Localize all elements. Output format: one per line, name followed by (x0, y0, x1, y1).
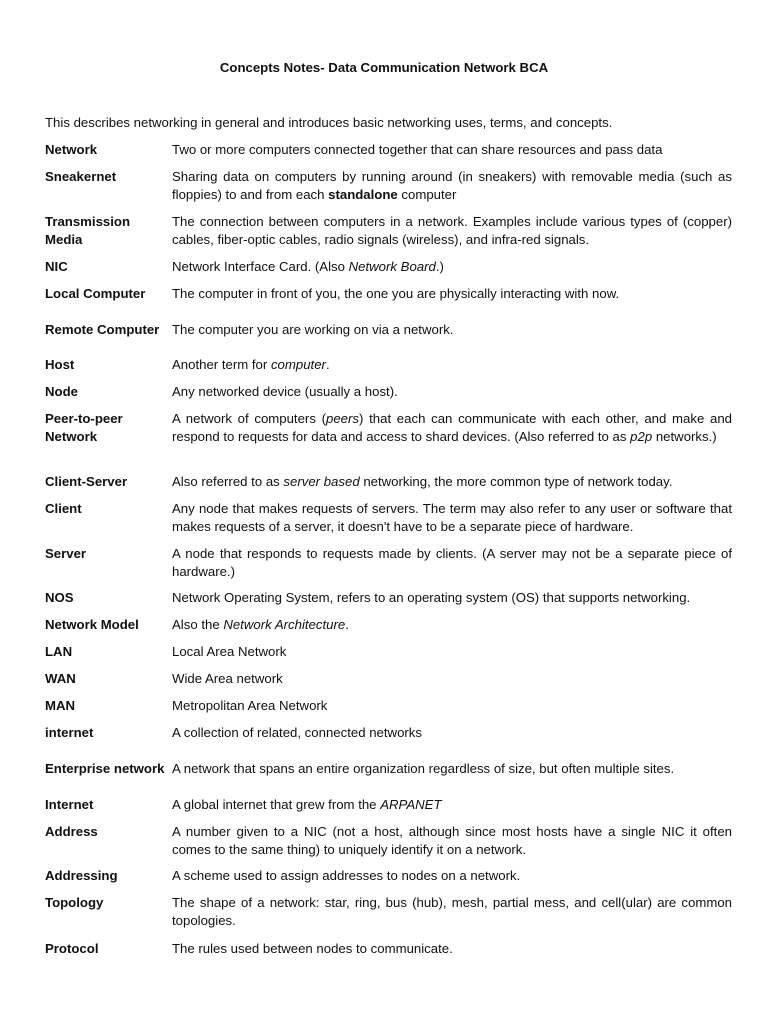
glossary-term: Node (45, 384, 78, 399)
glossary-definition (172, 616, 732, 634)
glossary-row (45, 500, 735, 536)
glossary-term: Client-Server (45, 474, 128, 489)
glossary-definition (172, 894, 732, 930)
glossary-term: Enterprise network (45, 761, 165, 777)
glossary-definition (172, 141, 732, 159)
glossary-row (45, 940, 735, 958)
glossary-term: LAN (45, 644, 73, 659)
glossary-definition (172, 410, 732, 464)
glossary-row (45, 823, 735, 859)
glossary-term: Network (45, 142, 98, 157)
glossary-definition (172, 796, 732, 814)
glossary-row (45, 589, 735, 607)
glossary-row (45, 410, 735, 464)
glossary-row (45, 867, 735, 885)
glossary-row (45, 285, 735, 303)
glossary-term: Internet (45, 797, 94, 812)
glossary-definition (172, 213, 732, 249)
glossary-term: Sneakernet (45, 169, 117, 184)
glossary-term: NIC (45, 259, 68, 274)
glossary-term: Protocol (45, 941, 99, 956)
glossary-definition-text: A global internet that grew from the ARPANET (172, 797, 442, 812)
glossary-definition-text: A network that spans an entire organization regardless of size, but often multiple sites. (172, 761, 675, 777)
glossary-row (45, 751, 735, 787)
glossary-definition (172, 545, 732, 581)
glossary-definition (172, 940, 732, 958)
glossary-definition (172, 168, 732, 204)
glossary-definition-text: Any networked device (usually a host). (172, 384, 398, 399)
glossary-definition-text: Also referred to as server based networking, the more common type of network today. (172, 474, 673, 489)
glossary-definition (172, 724, 732, 742)
glossary-definition-text: A node that responds to requests made by clients. (A server may not be a separate piece of hardware.) (172, 546, 732, 579)
glossary-term: Transmission Media (45, 214, 131, 247)
glossary-definition-text: A collection of related, connected networks (172, 725, 422, 740)
glossary-definition (172, 589, 732, 607)
glossary-row (45, 894, 735, 930)
glossary-row (45, 258, 735, 276)
glossary-definition-text: The computer in front of you, the one you are physically interacting with now. (172, 286, 620, 301)
glossary-term: Topology (45, 895, 104, 910)
intro-paragraph: This describes networking in general and introduces basic networking uses, terms, and concepts. (45, 115, 613, 130)
glossary-definition (172, 751, 732, 787)
glossary-row (45, 168, 735, 204)
glossary-row (45, 312, 735, 348)
glossary-definition-text: A number given to a NIC (not a host, although since most hosts have a single NIC it often comes to the same thing) to uniquely identify it on a network. (172, 824, 732, 857)
glossary-row (45, 697, 735, 715)
glossary-definition-text: Network Interface Card. (Also Network Board.) (172, 259, 444, 274)
glossary-row (45, 670, 735, 688)
glossary-term: Remote Computer (45, 322, 160, 338)
glossary-definition-text: Two or more computers connected together that can share resources and pass data (172, 142, 663, 157)
glossary-definition-text: A network of computers (peers) that each can communicate with each other, and make and respond to requests for data and access to shard devices. (Also referred to as p2p networks.) (172, 411, 732, 444)
glossary-definition-text: Metropolitan Area Network (172, 698, 328, 713)
glossary-definition (172, 473, 732, 491)
glossary-definition-text: Another term for computer. (172, 357, 330, 372)
glossary-definition (172, 383, 732, 401)
page-title: Concepts Notes- Data Communication Network BCA (219, 60, 549, 75)
glossary-definition (172, 285, 732, 303)
glossary-row (45, 796, 735, 814)
glossary-row (45, 356, 735, 374)
glossary-definition-text: Local Area Network (172, 644, 287, 659)
glossary-definition-text: The rules used between nodes to communicate. (172, 941, 453, 956)
glossary-definition (172, 312, 732, 348)
glossary-definition-text: Network Operating System, refers to an operating system (OS) that supports networking. (172, 590, 691, 605)
glossary-definition (172, 697, 732, 715)
glossary-definition (172, 258, 732, 276)
glossary-term: Peer-to-peer Network (45, 411, 123, 444)
glossary-term: Addressing (45, 868, 118, 883)
glossary-definition (172, 823, 732, 859)
glossary-row (45, 616, 735, 634)
glossary-definition-text: The shape of a network: star, ring, bus (hub), mesh, partial mess, and cell(ular) are common topologies. (172, 895, 732, 928)
glossary-definition-text: Sharing data on computers by running around (in sneakers) with removable media (such as floppies) to and from each standalone computer (172, 169, 732, 202)
glossary-definition-text: The connection between computers in a network. Examples include various types of (copper) cables, fiber-optic cables, radio signals (wireless), and infra-red signals. (172, 214, 732, 247)
glossary-row (45, 383, 735, 401)
glossary-row (45, 473, 735, 491)
glossary-term: Server (45, 546, 87, 561)
glossary-term: Host (45, 357, 75, 372)
glossary-term: WAN (45, 671, 76, 686)
glossary-definition-text: A scheme used to assign addresses to nodes on a network. (172, 868, 521, 883)
glossary-definition (172, 500, 732, 536)
glossary-row (45, 643, 735, 661)
glossary-definition-text: The computer you are working on via a network. (172, 322, 454, 338)
glossary-definition (172, 356, 732, 374)
glossary-term: MAN (45, 698, 76, 713)
glossary-row (45, 724, 735, 742)
glossary-term: Client (45, 501, 82, 516)
glossary-term: Network Model (45, 617, 139, 632)
glossary-definition-text: Also the Network Architecture. (172, 617, 349, 632)
glossary-definition (172, 867, 732, 885)
glossary-definition (172, 670, 732, 688)
glossary-row (45, 545, 735, 581)
glossary-term: NOS (45, 590, 74, 605)
glossary-definition (172, 643, 732, 661)
glossary-definition-text: Wide Area network (172, 671, 283, 686)
glossary-row (45, 141, 735, 159)
glossary-definition-text: Any node that makes requests of servers. The term may also refer to any user or software that makes requests of a server, it doesn't have to be a separate piece of hardware. (172, 501, 732, 534)
glossary-term: internet (45, 725, 94, 740)
glossary-term: Address (45, 824, 98, 839)
glossary-row (45, 213, 735, 249)
glossary-term: Local Computer (45, 286, 146, 301)
